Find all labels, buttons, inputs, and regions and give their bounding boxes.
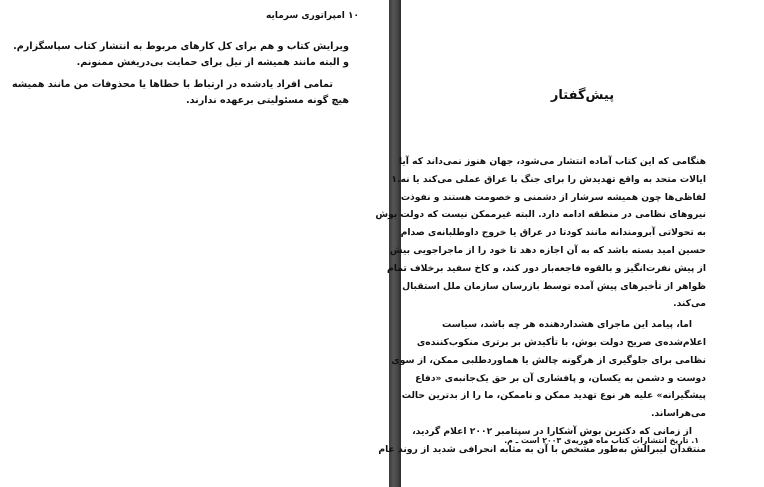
- text-line: هنگامی که این کتاب آماده انتشار می‌شود، جهان هنوز نمی‌داند که آیا: [398, 156, 706, 167]
- text-line: لفاظی‌ها چون همیشه سرشار از دشمنی و خصومت هستند و نفوذت: [400, 191, 706, 203]
- text-line: نیروهای نظامی در منطقه ادامه دارد. البته غیرممکن نیست که دولت بوش: [375, 209, 706, 221]
- text-line: پیشگیرانه» علیه هر نوع تهدید ممکن و ناممکن، ما را از بدترین حالت: [401, 390, 706, 402]
- right-page: [375, 0, 764, 487]
- text-line: اما، پیامد این ماجرای هشداردهنده هر چه باشد، سیاست: [442, 319, 692, 331]
- text-line: ایالات متحد به واقع تهدیدش را برای جنگ با عراق عملی می‌کند یا نه.۱: [391, 173, 706, 185]
- text-line: و البته مانند همیشه از نیل برای حمایت بی‌دریغش ممنونم.: [76, 57, 349, 68]
- text-line: می‌هراساند.: [651, 408, 706, 420]
- text-line: به تحولاتی آبرومندانه مانند کودتا در عراق یا خروج داوطلبانه‌ی صدام: [400, 227, 706, 239]
- text-line: از پیش نفرت‌انگیز و بالقوه فاجعه‌بار دور کند، و کاخ سفید برخلاف تمام: [387, 262, 706, 274]
- text-line: دوست و دشمن به یکسان، و پافشاری آن بر حق یک‌جانبه‌ی «دفاع: [415, 372, 706, 384]
- text-line: اعلام‌شده‌ی صریح دولت بوش، با تأکیدش بر برتری منکوب‌کننده‌ی: [416, 336, 706, 348]
- text-line: از زمانی که دکترین بوش آشکارا در سپتامبر ۲۰۰۲ اعلام گردید،: [412, 425, 692, 437]
- right-page-text: [375, 153, 706, 459]
- text-line: تمامی افراد یادشده در ارتباط با خطاها یا محذوفات من مانند همیشه: [11, 79, 333, 90]
- chapter-title: پیش‌گفتار: [550, 88, 615, 103]
- left-page-text: [11, 39, 349, 109]
- text-line: ظواهر از تأخیرهای پیش آمده توسط بازرسان سازمان ملل استقبال: [402, 280, 706, 292]
- text-line: ویرایش کتاب و هم برای کل کارهای مربوط به انتشار کتاب سپاسگزارم.: [13, 41, 349, 52]
- text-line: می‌کند.: [673, 298, 706, 310]
- text-line: حسین امید بسته باشد که به آن اجازه دهد تا خود را از ماجراجویی بیش: [389, 244, 706, 256]
- text-line: نظامی برای جلوگیری از هرگونه چالش یا هماوردطلبی ممکن، از سوی: [391, 354, 706, 366]
- running-head: ۱۰ امپراتوری سرمایه: [266, 11, 359, 21]
- text-line: منتقدان لیبرالش به‌طور مشخص با آن به مثابه انحرافی شدید از روند عام: [378, 443, 706, 455]
- footnote: ۱. تاریخ انتشارات کتاب ماه فوریه‌ی ۲۰۰۳ است ـ م.: [504, 436, 699, 445]
- text-line: هیچ گونه مسئولیتی برعهده ندارند.: [185, 95, 349, 106]
